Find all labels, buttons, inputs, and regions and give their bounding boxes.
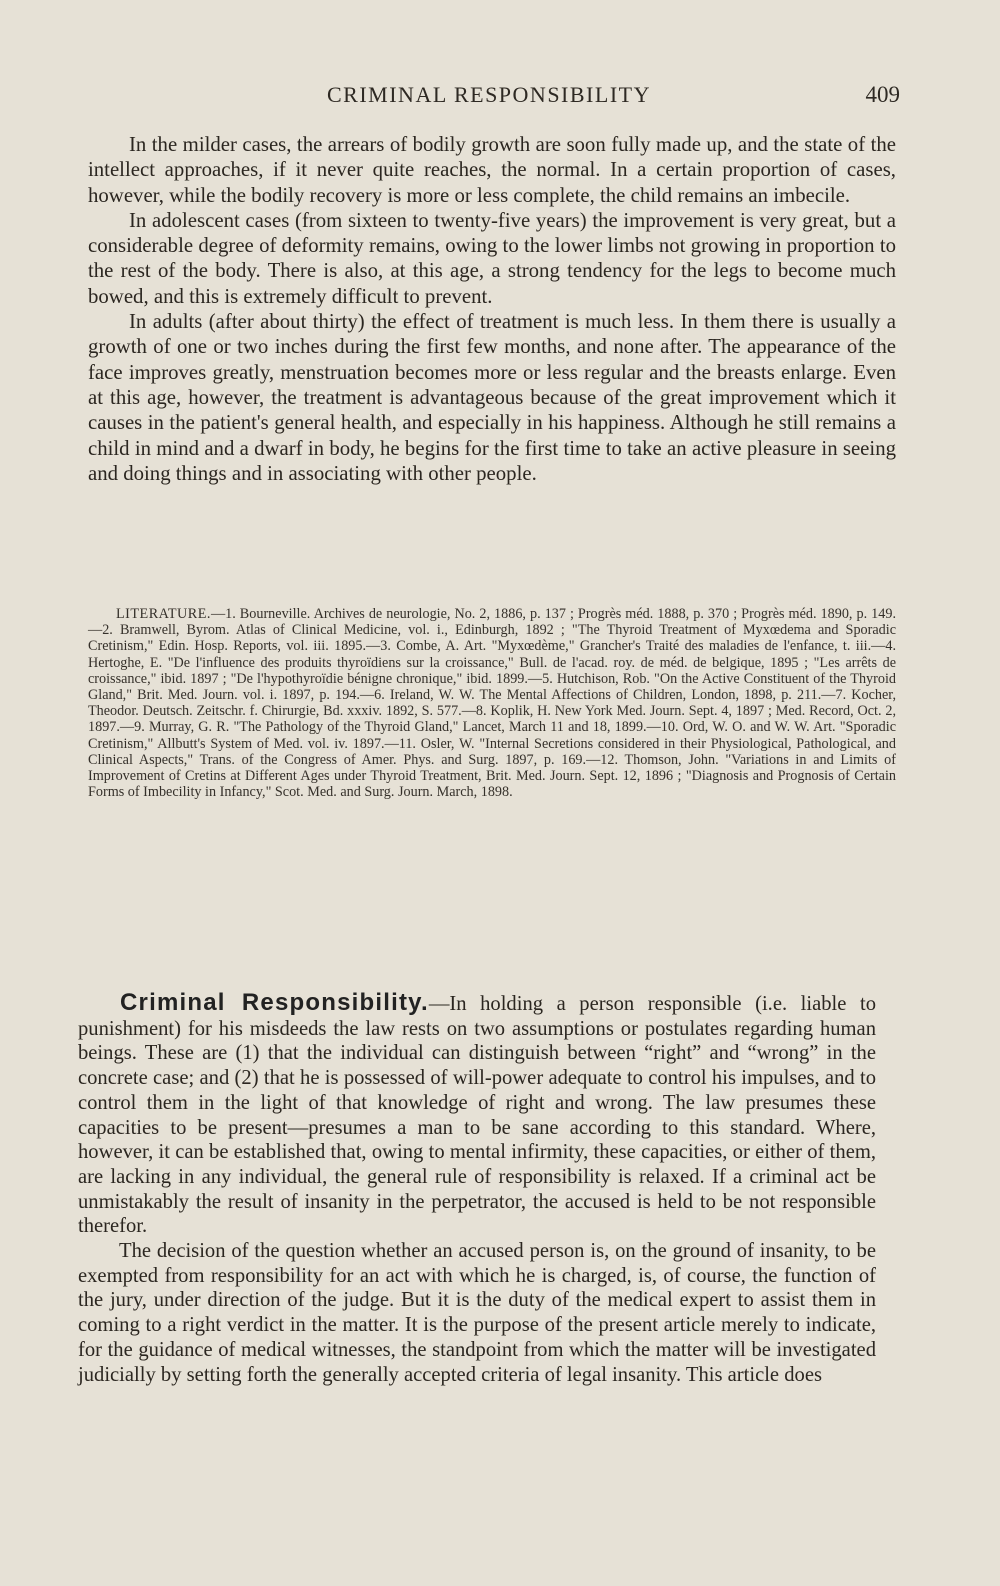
running-title: CRIMINAL RESPONSIBILITY: [327, 82, 651, 107]
literature-references: —1. Bourneville. Archives de neurologie, No. 2, 1886, p. 137 ; Progrès méd. 1888, p. 370 ; Progrès méd. 1890, p. 149.—2. Bramwell, Byrom. Atlas of Clinical Medicine, vol. i., Edinburgh, 1892 ; "The Thyroid Treatment of Myxœdema and Sporadic Cretinism," Edin. Hosp. Reports, vol. iii. 1895.—3. Combe, A. Art. "Myxœdème," Grancher's Traité des maladies de l'enfance, t. iii.—4. Hertoghe, E. "De l'influence des produits thyroïdiens sur la croissance," Bull. de l'acad. roy. de méd. de belgique, 1895 ; "Les arrêts de croissance," ibid. 1897 ; "De l'hypothyroïdie bénigne chronique," ibid. 1899.—5. Hutchison, Rob. "On the Active Constituent of the Thyroid Gland," Brit. Med. Journ. vol. i. 1897, p. 194.—6. Ireland, W. W. The Mental Affections of Children, London, 1898, p. 211.—7. Kocher, Theodor. Deutsch. Zeitschr. f. Chirurgie, Bd. xxxiv. 1892, S. 577.—8. Koplik, H. New York Med. Journ. Sept. 4, 1897 ; Med. Record, Oct. 2, 1897.—9. Murray, G. R. "The Pathology of the Thyroid Gland," Lancet, March 11 and 18, 1899.—10. Ord, W. O. and W. W. Art. "Sporadic Cretinism," Allbutt's System of Med. vol. iv. 1897.—11. Osler, W. "Internal Secretions considered in their Physiological, Pathological, and Clinical Aspects," Trans. of the Congress of Amer. Phys. and Surg. 1897, p. 169.—12. Thomson, John. "Variations in and Limits of Improvement of Cretins at Different Ages under Thyroid Treatment, Brit. Med. Journ. Sept. 12, 1896 ; "Diagnosis and Prognosis of Certain Forms of Imbecility in Infancy," Scot. Med. and Surg. Journ. March, 1898.: [88, 606, 896, 801]
section-paragraph-1-text: —In holding a person responsible (i.e. liable to punishment) for his misdeeds the law rests on two assumptions or postulates regarding human beings. These are (1) that the individual can distinguish between “right” and “wrong” in the concrete case; and (2) that he is possessed of will-power adequate to control his impulses, and to control them in the light of that knowledge of right and wrong. The law presumes these capacities to be present—presumes a man to be sane according to this standard. Where, however, it can be established that, owing to mental infirmity, these capacities, or either of them, are lacking in any individual, the general rule of responsibility is relaxed. If a criminal act be unmistakably the result of insanity in the perpetrator, the accused is held to be not responsible therefor.: [78, 993, 876, 1238]
page-number: 409: [865, 82, 900, 107]
section-criminal-responsibility: [78, 991, 876, 1387]
paragraph-milder-cases: In the milder cases, the arrears of bodily growth are soon fully made up, and the state of the intellect approaches, if it never quite reaches, the normal. In a certain proportion of cases, however, while the bodily recovery is more or less complete, the child remains an imbecile.: [88, 133, 896, 207]
literature-paragraph: [88, 606, 896, 800]
section-paragraph-2: The decision of the question whether an accused person is, on the ground of insanity, to be exempted from responsibility for an act with which he is charged, is, of course, the function of the jury, under direction of the judge. But it is the duty of the medical expert to assist them in coming to a right verdict in the matter. It is the purpose of the present article merely to indicate, for the guidance of medical witnesses, the standpoint from which the matter will be investigated judicially by setting forth the generally accepted criteria of legal insanity. This article does: [78, 1240, 876, 1386]
section-heading: Criminal Responsibility.: [120, 989, 429, 1016]
body-text-top: [88, 132, 896, 486]
literature-block: [88, 606, 896, 800]
section-paragraph-1: [78, 991, 876, 1239]
paragraph-adolescent-cases: In adolescent cases (from sixteen to twenty-five years) the improvement is very great, but a considerable degree of deformity remains, owing to the lower limbs not growing in proportion to the rest of the body. There is also, at this age, a strong tendency for the legs to become much bowed, and this is extremely difficult to prevent.: [88, 208, 896, 308]
paragraph-adult-cases: In adults (after about thirty) the effect of treatment is much less. In them there is usually a growth of one or two inches during the first few months, and none after. The appearance of the face improves greatly, menstruation becomes more or less regular and the breasts enlarge. Even at this age, however, the treatment is advantageous because of the great improvement which it causes in the patient's general health, and especially in his happiness. Although he still remains a child in mind and a dwarf in body, he begins for the first time to take an active pleasure in seeing and doing things and in associating with other people.: [88, 310, 896, 485]
literature-label: LITERATURE.: [116, 606, 211, 622]
running-head: [78, 82, 900, 112]
